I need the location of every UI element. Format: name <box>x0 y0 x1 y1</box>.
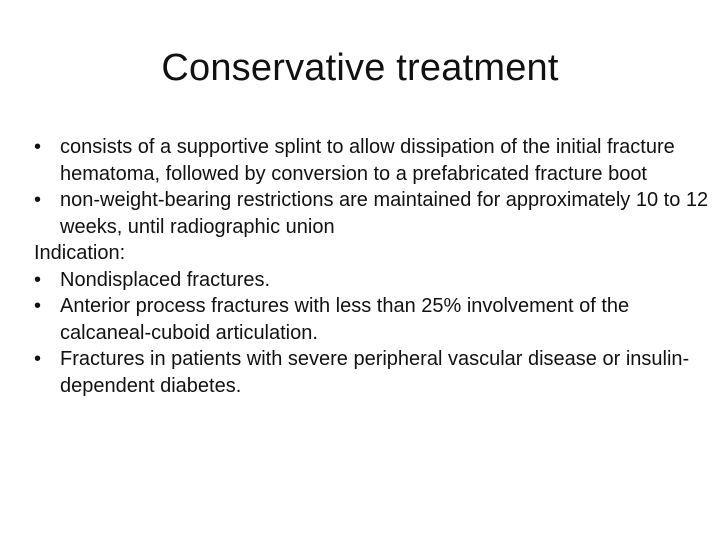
indication-item <box>34 267 710 294</box>
indication-text: Fractures in patients with severe peripheral vascular disease or insulin-dependent diabetes. <box>60 348 690 397</box>
bullet-icon: • <box>34 136 42 158</box>
bullet-text: consists of a supportive splint to allow dissipation of the initial fracture hematoma, followed by conversion to a prefabricated fracture boot <box>60 136 675 185</box>
bullet-icon: • <box>34 268 42 291</box>
bullet-icon: • <box>34 348 42 370</box>
indication-text: Anterior process fractures with less than 25% involvement of the calcaneal-cuboid articulation. <box>60 295 630 344</box>
slide-body <box>34 134 710 399</box>
bullet-icon: • <box>34 189 42 211</box>
bullet-icon: • <box>34 295 42 317</box>
slide-title: Conservative treatment <box>161 47 559 89</box>
bullet-item <box>34 134 710 187</box>
indication-item <box>34 293 710 346</box>
indication-label: Indication: <box>34 242 126 264</box>
indication-text: Nondisplaced fractures. <box>60 268 271 291</box>
bullet-item <box>34 187 710 240</box>
indication-item <box>34 346 710 399</box>
bullet-text: non-weight-bearing restrictions are maintained for approximately 10 to 12 weeks, until radiographic union <box>60 189 709 238</box>
